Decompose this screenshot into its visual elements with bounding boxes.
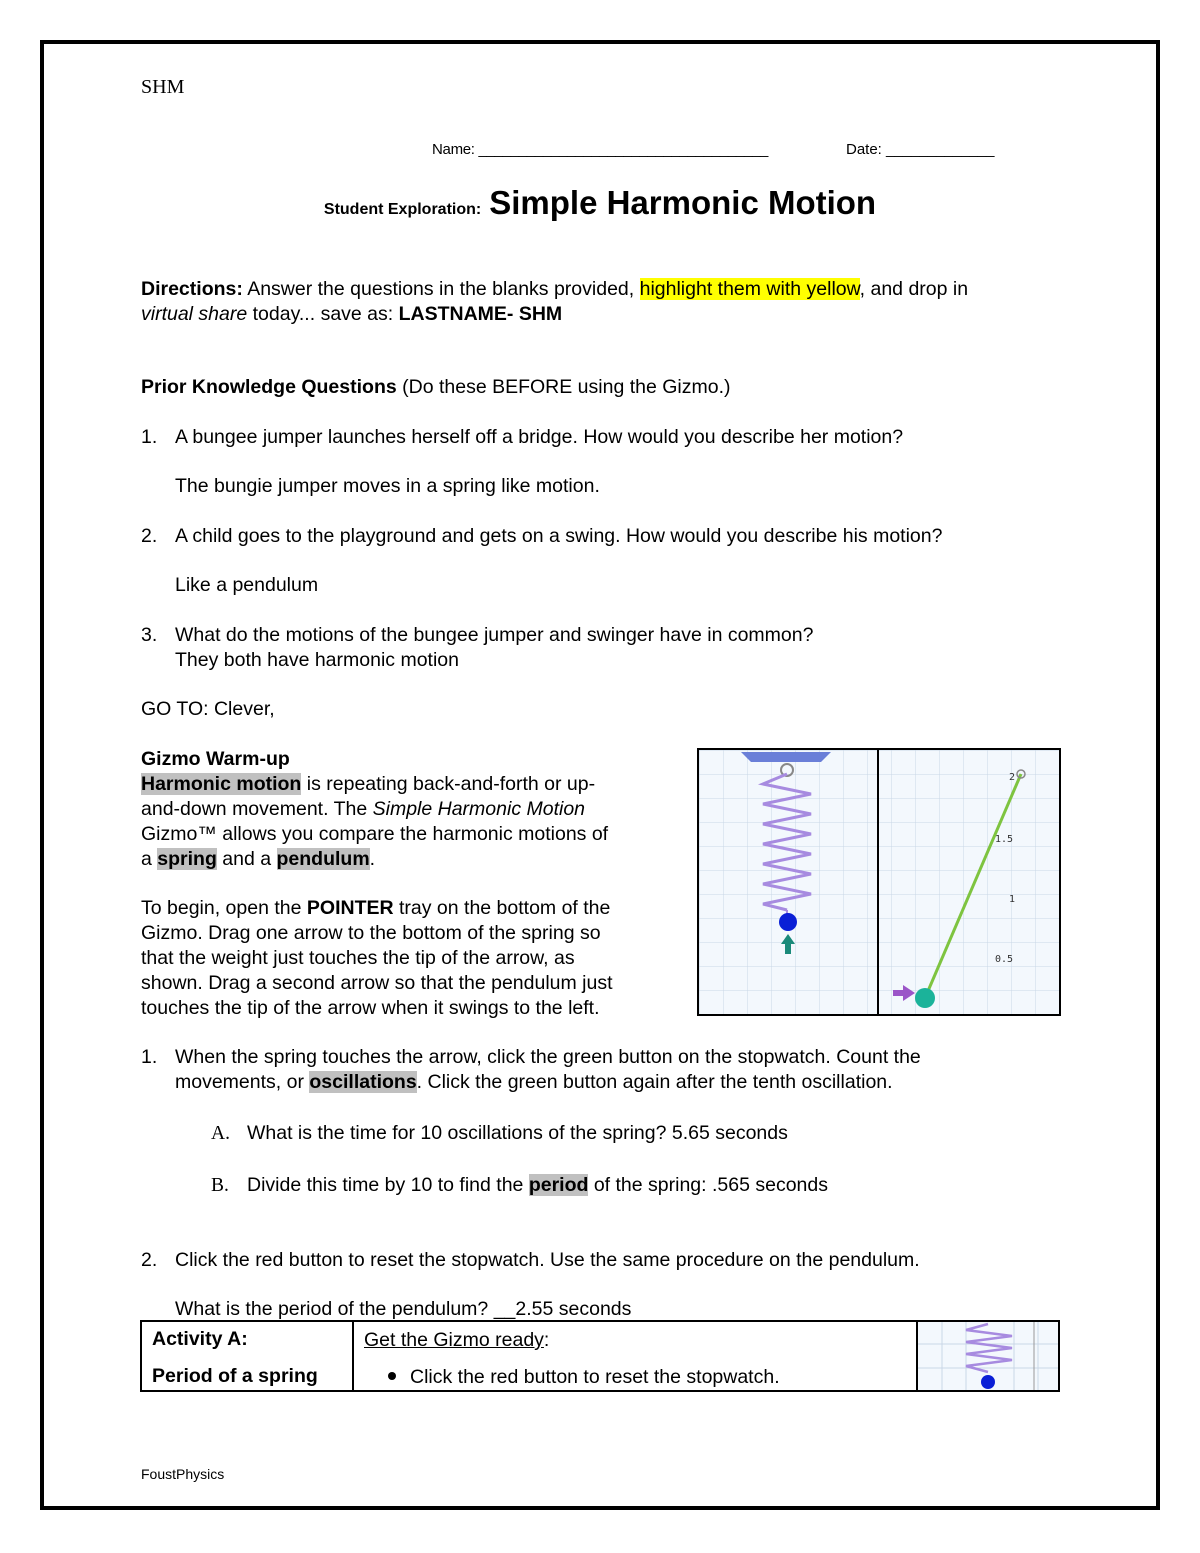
activity-table — [140, 1320, 1060, 1392]
q-number: 1. — [141, 426, 158, 448]
step-text: of the spring: .565 seconds — [588, 1174, 828, 1196]
save-as-name: LASTNAME- SHM — [398, 303, 563, 325]
axis-label: 2 — [1009, 772, 1016, 783]
step-text: When the spring touches the arrow, click the green button on the stopwatch. Count the — [175, 1046, 921, 1068]
title-main: Simple Harmonic Motion — [489, 184, 877, 221]
axis-label: 1.5 — [995, 834, 1014, 845]
activity-label-cell — [142, 1322, 354, 1390]
warmup-text: a — [141, 848, 158, 870]
get-ready-colon: : — [543, 1329, 550, 1351]
directions-text: Answer the questions in the blanks provided, — [242, 278, 640, 300]
get-ready-heading — [364, 1328, 549, 1353]
bullet-icon — [388, 1372, 396, 1380]
q-text: What do the motions of the bungee jumper and swinger have in common? — [175, 624, 814, 646]
prior-note: (Do these BEFORE using the Gizmo.) — [396, 376, 731, 398]
warmup-text: is repeating back-and-forth or up- — [301, 773, 596, 795]
step-text: . Click the green button again after the tenth oscillation. — [416, 1071, 893, 1093]
directions-text: today... save as: — [247, 303, 399, 325]
step-number: 2. — [141, 1249, 158, 1271]
q-number: 2. — [141, 525, 158, 547]
prior-q2 — [141, 524, 942, 549]
bullet-text: Click the red button to reset the stopwatch. — [410, 1366, 780, 1388]
warmup-italic: Simple Harmonic Motion — [372, 798, 586, 820]
warmup-text: . — [369, 848, 376, 870]
warmup-text: and a — [216, 848, 277, 870]
spring-weight — [779, 913, 797, 931]
header-tag: SHM — [141, 76, 185, 98]
step-text: Divide this time by 10 to find the — [247, 1174, 529, 1196]
step-number: 1. — [141, 1046, 158, 1068]
activity-instructions-cell — [354, 1322, 918, 1390]
prior-q3 — [141, 623, 813, 648]
q-number: 3. — [141, 624, 158, 646]
directions-label: Directions: — [141, 278, 243, 300]
directions-italic: virtual share — [141, 303, 248, 325]
title-prefix: Student Exploration: — [323, 201, 482, 218]
step-text: Click the red button to reset the stopwatch. Use the same procedure on the pendulum. — [175, 1249, 920, 1271]
goto-text: GO TO: Clever, — [141, 698, 275, 720]
step-1a — [211, 1121, 788, 1146]
gizmo-illustration — [699, 750, 1059, 1014]
axis-label: 1 — [1009, 894, 1016, 905]
prior-q1 — [141, 425, 903, 450]
warmup-paragraph — [141, 747, 681, 872]
date-field: Date: _____________ — [846, 141, 995, 158]
step-2-question: What is the period of the pendulum? __2.55 seconds — [175, 1298, 632, 1320]
step-letter: A. — [211, 1123, 230, 1144]
warmup-instructions — [141, 896, 681, 1021]
activity-subtitle: Period of a spring — [152, 1365, 318, 1387]
activity-label: Activity A: — [152, 1328, 248, 1350]
warmup-text: that the weight just touches the tip of the arrow, as — [141, 947, 575, 969]
warmup-text: tray on the bottom of the — [393, 897, 611, 919]
spring-thumbnail — [918, 1322, 1058, 1390]
step-1 — [141, 1045, 1041, 1095]
warmup-text: touches the tip of the arrow when it swings to the left. — [141, 997, 600, 1019]
pointer-label: POINTER — [306, 897, 394, 919]
warmup-text: Gizmo. Drag one arrow to the bottom of the spring so — [141, 922, 601, 944]
prior-a2: Like a pendulum — [175, 574, 319, 596]
name-field: Name: ____________________________________ — [432, 141, 769, 158]
q-text: A child goes to the playground and gets on a swing. How would you describe his motion? — [175, 525, 943, 547]
term-harmonic-motion: Harmonic motion — [141, 773, 302, 795]
prior-a3: They both have harmonic motion — [175, 649, 459, 671]
prior-heading-label: Prior Knowledge Questions — [141, 376, 397, 398]
yellow-highlight: highlight them with yellow — [639, 278, 860, 300]
prior-heading — [141, 375, 731, 400]
step-1b — [211, 1173, 828, 1198]
warmup-text: shown. Drag a second arrow so that the pendulum just — [141, 972, 613, 994]
term-spring: spring — [157, 848, 217, 870]
warmup-text: Gizmo™ allows you compare the harmonic motions of — [141, 823, 609, 845]
get-ready-link: Get the Gizmo ready — [364, 1329, 544, 1351]
step-text: movements, or — [175, 1071, 310, 1093]
footer-text: FoustPhysics — [141, 1466, 225, 1482]
pendulum-bob — [915, 988, 935, 1008]
spring-mount — [741, 752, 831, 762]
term-period: period — [528, 1174, 589, 1196]
warmup-text: To begin, open the — [141, 897, 307, 919]
term-pendulum: pendulum — [276, 848, 370, 870]
prior-a1: The bungie jumper moves in a spring like motion. — [175, 475, 600, 497]
activity-bullet — [354, 1365, 780, 1390]
warmup-heading: Gizmo Warm-up — [141, 748, 290, 770]
activity-thumbnail — [918, 1322, 1058, 1390]
gizmo-screenshot — [697, 748, 1061, 1016]
warmup-text: and-down movement. The — [141, 798, 373, 820]
axis-label: 0.5 — [995, 954, 1014, 965]
term-oscillations: oscillations — [309, 1071, 417, 1093]
step-text: What is the time for 10 oscillations of the spring? 5.65 seconds — [247, 1122, 788, 1144]
page-title — [0, 184, 1200, 222]
directions-text: , and drop in — [859, 278, 969, 300]
step-letter: B. — [211, 1175, 229, 1196]
q-text: A bungee jumper launches herself off a bridge. How would you describe her motion? — [175, 426, 904, 448]
thumbnail-weight — [981, 1375, 995, 1389]
step-2 — [141, 1248, 920, 1273]
directions — [141, 277, 1081, 327]
